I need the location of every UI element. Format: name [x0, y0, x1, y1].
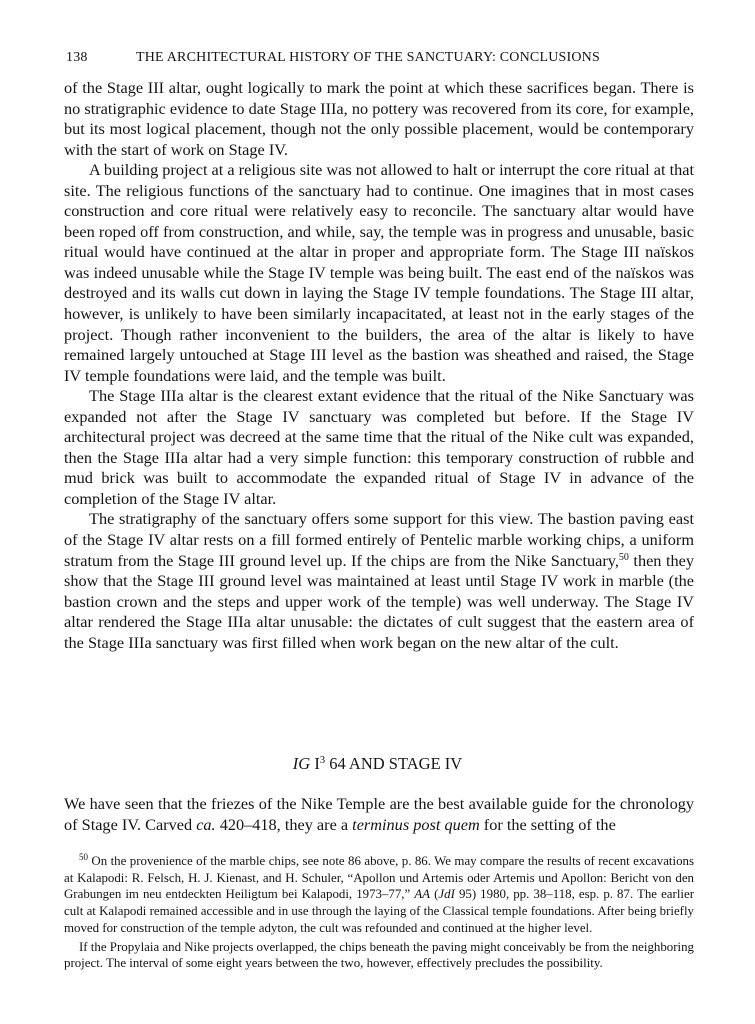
running-header	[66, 50, 706, 70]
footnote-text-c: 95) 1980, pp. 38–118, esp. p. 87. The earlier cult at Kalapodi remained accessible and in use through the laying of the Classical temple foundations. After being briefly moved for construction of the temple adyton, the cult was refounded and continued at the higher level.	[64, 887, 694, 935]
journal-jdi: JdI	[438, 887, 455, 902]
footnote-text-b: (	[430, 887, 439, 902]
heading-superscript: 3	[319, 755, 326, 766]
paragraph-5-text-a: We have seen that the friezes of the Nike Temple are the best available guide for the chronology of Stage IV. Carved	[64, 794, 694, 834]
paragraph-4-text-a: The stratigraphy of the sanctuary offers some support for this view. The bastion paving east of the Stage IV altar rests on a fill formed entirely of Pentelic marble working chips, a uniform stratum from the Stage III ground level up. If the chips are from the Nike Sanctuary,	[64, 509, 694, 570]
body-text	[64, 78, 694, 653]
running-title: THE ARCHITECTURAL HISTORY OF THE SANCTUARY: CONCLUSIONS	[136, 50, 600, 65]
circa-abbrev: ca.	[196, 814, 216, 834]
footnote-continuation: If the Propylaia and Nike projects overlapped, the chips beneath the paving might conceivably be from the neighboring project. The interval of some eight years between the two, however, effectively precludes the possibility.	[64, 939, 694, 971]
heading-ig: IG	[292, 754, 311, 773]
footnote-reference-50[interactable]: 50	[618, 551, 629, 563]
heading-rest: 64 AND STAGE IV	[325, 754, 463, 773]
page-number: 138	[66, 50, 88, 65]
heading-roman: I	[310, 754, 320, 773]
paragraph-2: A building project at a religious site was not allowed to halt or interrupt the core ritual at that site. The religious functions of the sanctuary had to continue. One imagines that in most cases construction and core ritual were relatively easy to reconcile. The sanctuary altar would have been roped off from construction, and while, say, the temple was in progress and unusable, basic ritual would have continued at the altar in proper and appropriate form. The Stage III naïskos was indeed unusable while the Stage IV temple was being built. The east end of the naïskos was destroyed and its walls cut down in laying the Stage IV temple foundations. The Stage III altar, however, is unlikely to have been similarly incapacitated, at least not in the early stages of the project. Though rather inconvenient to the builders, the area of the altar is likely to have remained largely untouched at Stage III level as the bastion was sheathed and raised, the Stage IV temple foundations were laid, and the temple was built.	[64, 160, 694, 385]
paragraph-1: of the Stage III altar, ought logically to mark the point at which these sacrifices began. There is no stratigraphic evidence to date Stage IIIa, no pottery was recovered from its core, for example, but its most logical placement, though not the only possible placement, would be contemporary with the start of work on Stage IV.	[64, 78, 694, 159]
footnote-text-a: On the provenience of the marble chips, see note 86 above, p. 86. We may compare the results of recent excavations at Kalapodi: R. Felsch, H. J. Kienast, and H. Schuler, “Apollon und Artemis oder Artemis und Apollon: Bericht von den Grabungen im neu entdeckten Heiligtum bei Kalapodi, 1973–77,”	[64, 854, 694, 902]
footnote-number: 50	[79, 852, 88, 862]
paragraph-4	[64, 509, 694, 653]
footnotes	[64, 853, 694, 972]
paragraph-4-text-b: then they show that the Stage III ground level was maintained at least until Stage IV work in marble (the bastion crown and the steps and upper work of the temple) was well underway. The Stage IV altar rendered the Stage IIIa altar unusable: the dictates of cult suggest that the eastern area of the Stage IIIa sanctuary was first filled when work began on the new altar of the cult.	[64, 550, 694, 652]
section-body-text	[64, 794, 694, 835]
journal-aa: AA	[414, 887, 431, 902]
section-heading	[0, 754, 755, 774]
terminus-post-quem: terminus post quem	[352, 814, 480, 834]
paragraph-3: The Stage IIIa altar is the clearest extant evidence that the ritual of the Nike Sanctuary was expanded not after the Stage IV sanctuary was completed but before. If the Stage IV architectural project was decreed at the same time that the ritual of the Nike cult was expanded, then the Stage IIIa altar had a very simple function: this temporary construction of rubble and mud brick was built to accommodate the expanded ritual of Stage IV in advance of the completion of the Stage IV altar.	[64, 386, 694, 508]
footnote-50	[64, 853, 694, 937]
paragraph-5-text-c: for the setting of the	[479, 814, 616, 834]
paragraph-5-text-b: 420–418, they are a	[215, 814, 353, 834]
paragraph-5	[64, 794, 694, 835]
